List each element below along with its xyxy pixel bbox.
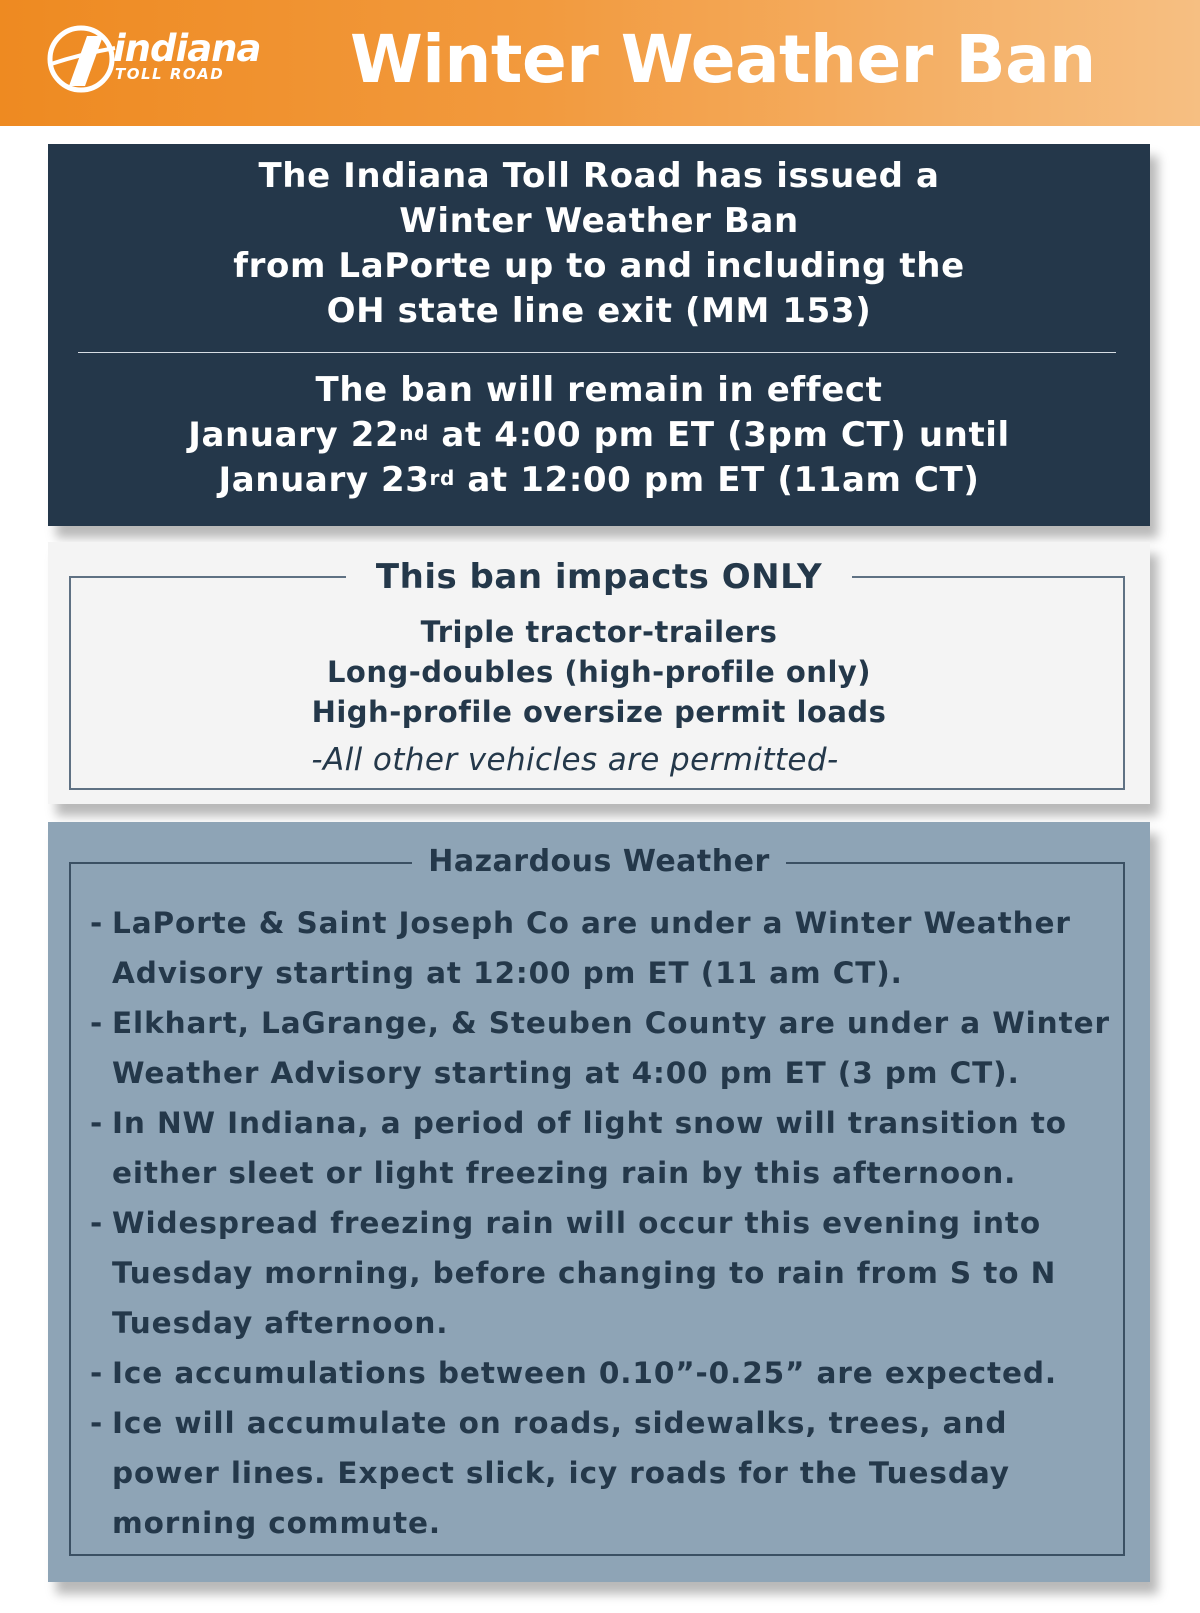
hazard-list (90, 898, 1120, 1548)
bullet-dash: - (90, 1006, 104, 1040)
divider (78, 352, 1116, 353)
impacted-vehicle: Long-doubles (high-profile only) (326, 655, 872, 689)
hazard-line: Ice accumulations between 0.10”-0.25” are expected. (112, 1356, 1058, 1390)
hazard-heading: Hazardous Weather (412, 844, 786, 879)
indiana-toll-road-logo (47, 24, 317, 94)
impacted-vehicles-list (48, 612, 1150, 732)
notice-text (48, 154, 1150, 334)
permitted-note: -All other vehicles are permitted- (311, 742, 839, 778)
hazard-line: power lines. Expect slick, icy roads for the Tuesday (112, 1456, 1010, 1490)
impacts-panel (48, 542, 1150, 804)
hazard-line: LaPorte & Saint Joseph Co are under a Winter Weather (112, 906, 1071, 940)
toll-road-i-icon (47, 24, 119, 94)
notice-line: Winter Weather Ban (399, 201, 799, 241)
hazard-line: Elkhart, LaGrange, & Steuben County are under a Winter (112, 1006, 1110, 1040)
bullet-dash: - (90, 1106, 104, 1140)
hazard-item (90, 1348, 1120, 1398)
hazard-line: either sleet or light freezing rain by this afternoon. (112, 1156, 1017, 1190)
bullet-dash: - (90, 1356, 104, 1390)
hazardous-weather-panel (48, 822, 1150, 1582)
impacts-heading-wrap (48, 557, 1150, 597)
effect-end (48, 458, 1150, 503)
end-date-suffix: rd (429, 466, 455, 490)
hazard-item (90, 1198, 1120, 1348)
hazard-item (90, 998, 1120, 1098)
hazard-heading-wrap (48, 842, 1150, 882)
impacted-vehicle: Triple tractor-trailers (420, 615, 778, 649)
notice-line: The Indiana Toll Road has issued a (258, 156, 940, 196)
page-title: Winter Weather Ban (350, 21, 1096, 98)
start-date: January 22 (188, 415, 400, 455)
hazard-line: morning commute. (112, 1506, 442, 1540)
hazard-line: Widespread freezing rain will occur this evening into (112, 1206, 1042, 1240)
hazard-line: Weather Advisory starting at 4:00 pm ET (3 pm CT). (112, 1056, 1020, 1090)
logo-subtitle: TOLL ROAD (115, 65, 225, 83)
bullet-dash: - (90, 1206, 104, 1240)
ban-notice-panel (48, 144, 1150, 526)
effect-period (48, 368, 1150, 503)
effect-heading: The ban will remain in effect (315, 370, 883, 410)
end-time: at 12:00 pm ET (11am CT) (454, 460, 980, 500)
notice-line: from LaPorte up to and including the (233, 246, 965, 286)
header-banner (0, 0, 1200, 126)
bullet-dash: - (90, 906, 104, 940)
hazard-line: In NW Indiana, a period of light snow will transition to (112, 1106, 1067, 1140)
logo-word: indiana (113, 27, 261, 70)
end-date: January 23 (218, 460, 430, 500)
start-time: at 4:00 pm ET (3pm CT) until (428, 415, 1010, 455)
notice-line: OH state line exit (MM 153) (326, 291, 872, 331)
impacted-vehicle: High-profile oversize permit loads (311, 695, 887, 729)
impacts-heading: This ban impacts ONLY (346, 557, 852, 597)
hazard-line: Tuesday morning, before changing to rain from S to N (112, 1256, 1057, 1290)
hazard-item (90, 1398, 1120, 1548)
hazard-line: Ice will accumulate on roads, sidewalks, trees, and (112, 1406, 1008, 1440)
bullet-dash: - (90, 1406, 104, 1440)
hazard-line: Tuesday afternoon. (112, 1306, 449, 1340)
hazard-item (90, 898, 1120, 998)
hazard-item (90, 1098, 1120, 1198)
start-date-suffix: nd (399, 421, 429, 445)
hazard-line: Advisory starting at 12:00 pm ET (11 am CT). (112, 956, 903, 990)
effect-start (48, 413, 1150, 458)
